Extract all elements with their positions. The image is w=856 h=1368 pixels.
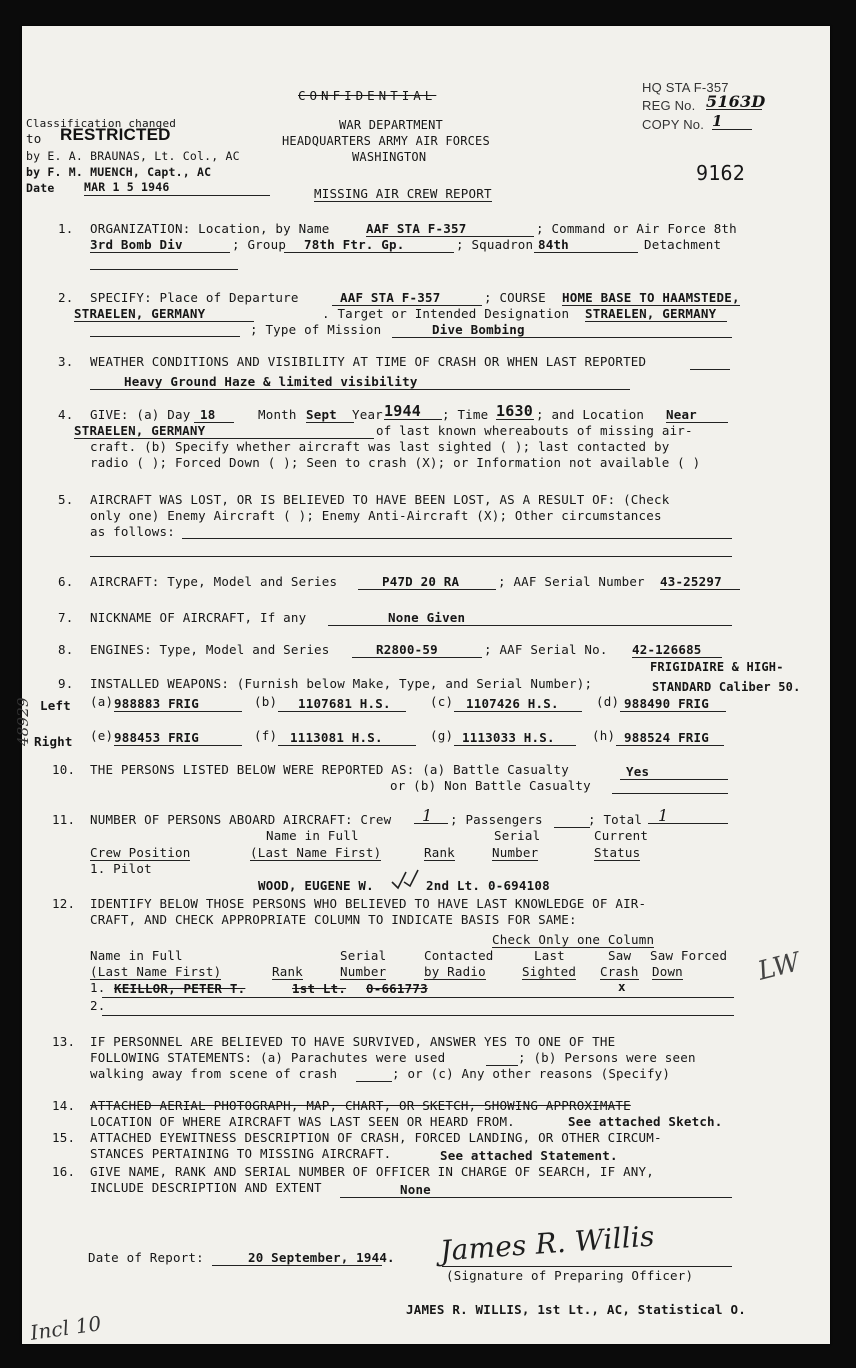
s1-number: 1. [58,221,74,236]
s13-number: 13. [52,1034,76,1049]
s9-g-label: (g) [430,728,454,743]
s12-initials: LW [754,947,804,987]
s12-row2-number: 2. [90,998,106,1013]
s16-number: 16. [52,1164,76,1179]
s9-a-label: (a) [90,694,114,709]
s4-text-b: Month [258,407,297,422]
s11-h-rank: Rank [424,845,455,860]
s9-make-2: STANDARD Caliber 50. [652,680,801,694]
s4-text-f: of last known whereabouts of missing air- [376,423,693,438]
report-number: 9162 [696,161,745,185]
s14-number: 14. [52,1098,76,1113]
s9-number: 9. [58,676,74,691]
officer-name-rank: JAMES R. WILLIS, 1st Lt., AC, Statistical O. [406,1302,746,1317]
s9-c-label: (c) [430,694,454,709]
s12-h-contacted: Contacted [424,948,494,963]
s9-e-label: (e) [90,728,114,743]
reclass-date: MAR 1 5 1946 [84,180,270,196]
s9-g-value: 1113033 H.S. [454,730,576,746]
s9-right-label: Right [34,734,73,749]
s5-line3: as follows: [90,524,175,539]
s6-text-a: AIRCRAFT: Type, Model and Series [90,574,338,589]
reclass-to-label: to [26,131,42,146]
s11-total: 1 [648,808,728,824]
s12-number: 12. [52,896,76,911]
s11-crew: 1 [414,808,448,824]
s1-text-a: ORGANIZATION: Location, by Name [90,221,330,236]
dept-line2: HEADQUARTERS ARMY AIR FORCES [282,134,490,148]
s12-row1-name: KEILLOR, PETER T. [114,981,246,996]
checkmark-icon [390,868,420,890]
s15-number: 15. [52,1130,76,1145]
reclass-by-2: by F. M. MUENCH, Capt., AC [26,165,212,179]
reg-number: 5163D [706,92,766,111]
s3-value: Heavy Ground Haze & limited visibility [90,374,630,390]
s4-text-a: GIVE: (a) Day [90,407,191,422]
s7-number: 7. [58,610,74,625]
s2-number: 2. [58,290,74,305]
s12-h-number: Number [340,964,387,979]
s11-h-serial1: Serial [494,828,541,843]
s4-text-d: ; Time [442,407,489,422]
s13-line3b: ; or (c) Any other reasons (Specify) [392,1066,671,1081]
hq-station: HQ STA F-357 [642,80,729,95]
s2-course-2: STRAELEN, GERMANY [74,306,254,322]
s4-number: 4. [58,407,74,422]
s9-b-label: (b) [254,694,278,709]
s14-value: See attached Sketch. [568,1114,723,1129]
s16-line1: GIVE NAME, RANK AND SERIAL NUMBER OF OFFICER IN CHARGE OF SEARCH, IF ANY, [90,1164,654,1179]
s2-text-d: ; Type of Mission [250,322,382,337]
s12-check-header: Check Only one Column [492,932,655,947]
s7-text: NICKNAME OF AIRCRAFT, If any [90,610,307,625]
s12-h-name1: Name in Full [90,948,183,963]
s3-text: WEATHER CONDITIONS AND VISIBILITY AT TIME OF CRASH OR WHEN LAST REPORTED [90,354,647,369]
s12-h-rank: Rank [272,964,303,979]
s1-text-b: ; Command or Air Force 8th [536,221,737,236]
s4-text-c: Year [352,407,383,422]
s16-line2: INCLUDE DESCRIPTION AND EXTENT [90,1180,322,1195]
s8-number: 8. [58,642,74,657]
s10-blank-line [612,793,728,794]
s2-departure: AAF STA F-357 [332,290,482,306]
s11-row-position: 1. Pilot [90,861,152,876]
s2-target: STRAELEN, GERMANY [585,306,727,322]
s8-text-b: ; AAF Serial No. [484,642,608,657]
s5-blank-line-1 [182,538,732,539]
s3-number: 3. [58,354,74,369]
signature-label: (Signature of Preparing Officer) [446,1268,694,1283]
s9-c-value: 1107426 H.S. [454,696,582,712]
s2-course: HOME BASE TO HAAMSTEDE, [562,290,740,305]
inclosure-note: Incl 10 [28,1311,103,1345]
s12-h-serial1: Serial [340,948,387,963]
s4-time: 1630 [496,402,533,420]
s12-line2: CRAFT, AND CHECK APPROPRIATE COLUMN TO INDICATE BASIS FOR SAME: [90,912,577,927]
s6-model: P47D 20 RA [358,574,496,590]
s12-row2-line [102,1015,734,1016]
reclass-restricted-stamp: RESTRICTED [60,125,171,144]
s14-line2: LOCATION OF WHERE AIRCRAFT WAS LAST SEEN OR HEARD FROM. [90,1114,515,1129]
margin-number: 48929 [14,697,32,746]
s1-location: AAF STA F-357 [366,221,534,237]
dept-line3: WASHINGTON [352,150,427,164]
s4-text-e: ; and Location [536,407,645,422]
s12-line1: IDENTIFY BELOW THOSE PERSONS WHO BELIEVED TO HAVE LAST KNOWLEDGE OF AIR- [90,896,647,911]
s9-d-value: 988490 FRIG [620,696,726,712]
s12-h-last: Last [534,948,565,963]
s15-line1: ATTACHED EYEWITNESS DESCRIPTION OF CRASH, FORCED LANDING, OR OTHER CIRCUM- [90,1130,662,1145]
s12-h-sawforced: Saw Forced [650,948,728,963]
s11-row-name: WOOD, EUGENE W. [258,878,374,893]
s11-h-number: Number [492,845,539,860]
officer-signature: James R. Willis [439,1219,656,1268]
s1-blank-line [90,269,238,270]
s11-h-name2: (Last Name First) [250,845,382,860]
s16-value: None [340,1182,732,1198]
s2-mission: Dive Bombing [392,322,732,338]
s7-value: None Given [328,610,732,626]
s9-text: INSTALLED WEAPONS: (Furnish below Make, Type, and Serial Number); [90,676,593,691]
s11-row-serial: 0-694108 [488,878,550,893]
s5-blank-line-2 [90,556,732,557]
s5-number: 5. [58,492,74,507]
s11-h-current: Current [594,828,649,843]
s4-year: 1944 [384,404,442,420]
s12-h-saw: Saw [608,948,632,963]
s8-model: R2800-59 [352,642,482,658]
s1-division: 3rd Bomb Div [90,237,230,253]
s9-h-value: 988524 FRIG [616,730,724,746]
s8-serial: 42-126685 [632,642,722,658]
s11-text-a: NUMBER OF PERSONS ABOARD AIRCRAFT: Crew [90,812,392,827]
s9-b-value: 1107681 H.S. [278,696,406,712]
s12-h-radio: by Radio [424,964,486,979]
s12-h-crash: Crash [600,964,639,979]
s14-line1: ATTACHED AERIAL PHOTOGRAPH, MAP, CHART, OR SKETCH, SHOWING APPROXIMATE [90,1098,631,1113]
report-date-label: Date of Report: [88,1250,204,1265]
s12-h-down: Down [652,964,683,979]
s9-f-value: 1113081 H.S. [278,730,416,746]
s9-f-label: (f) [254,728,278,743]
s8-text-a: ENGINES: Type, Model and Series [90,642,330,657]
report-date: 20 September, 1944. [212,1250,382,1266]
s11-passengers-line [554,827,590,828]
reclass-by-1: by E. A. BRAUNAS, Lt. Col., AC [26,149,240,163]
s13-line1: IF PERSONNEL ARE BELIEVED TO HAVE SURVIVED, ANSWER YES TO ONE OF THE [90,1034,616,1049]
s9-h-label: (h) [592,728,616,743]
copy-number: 1 [712,114,752,130]
s13-walking-line [356,1081,392,1082]
s2-text-c: . Target or Intended Designation [322,306,570,321]
s11-number: 11. [52,812,76,827]
s4-line3: craft. (b) Specify whether aircraft was last sighted ( ); last contacted by [90,439,670,454]
s12-h-name2: (Last Name First) [90,964,222,979]
s1-text-d: ; Squadron [456,237,534,252]
s13-line2b: ; (b) Persons were seen [518,1050,696,1065]
reclass-line1: Classification changed [26,117,177,130]
s3-end-line [690,369,730,370]
s12-h-sighted: Sighted [522,964,577,979]
s11-text-c: ; Total [588,812,643,827]
s11-row-rank: 2nd Lt. [426,878,481,893]
s10-line2: or (b) Non Battle Casualty [390,778,591,793]
s1-group: 78th Ftr. Gp. [284,237,454,253]
s15-value: See attached Statement. [440,1148,618,1163]
s12-row1-serial: 0-661773 [366,981,428,996]
s9-a-value: 988883 FRIG [114,696,242,712]
s13-line3: walking away from scene of crash [90,1066,338,1081]
s11-text-b: ; Passengers [450,812,543,827]
s4-day: 18 [194,407,234,423]
s1-squadron: 84th [534,237,638,253]
s9-e-value: 988453 FRIG [114,730,242,746]
s12-row1-rank: 1st Lt. [292,981,347,996]
s10-line1: THE PERSONS LISTED BELOW WERE REPORTED AS: (a) Battle Casualty [90,762,569,777]
report-title: MISSING AIR CREW REPORT [314,186,492,201]
dept-line1: WAR DEPARTMENT [339,118,443,132]
s11-h-crewpos: Crew Position [90,845,191,860]
reclass-date-label: Date [26,181,55,195]
confidential-mark: CONFIDENTIAL [298,88,437,103]
s12-row1-line [102,997,734,998]
s9-d-label: (d) [596,694,620,709]
s5-line1: AIRCRAFT WAS LOST, OR IS BELIEVED TO HAVE BEEN LOST, AS A RESULT OF: (Check [90,492,670,507]
signature-line [442,1266,732,1267]
reg-label: REG No. [642,98,696,113]
s12-row1-number: 1. [90,980,106,995]
s2-text-a: SPECIFY: Place of Departure [90,290,299,305]
report-page [14,26,830,1345]
s13-line2: FOLLOWING STATEMENTS: (a) Parachutes were used [90,1050,446,1065]
s1-text-e: Detachment [644,237,722,252]
s6-text-b: ; AAF Serial Number [498,574,645,589]
s4-location-2: STRAELEN, GERMANY [74,423,374,439]
s2-blank-line [90,336,240,337]
s6-number: 6. [58,574,74,589]
s2-text-b: ; COURSE [484,290,546,305]
s4-location: Near [666,407,728,423]
s1-text-c: ; Group [232,237,287,252]
s9-left-label: Left [40,698,71,713]
s9-make-1: FRIGIDAIRE & HIGH- [650,660,784,674]
s4-line4: radio ( ); Forced Down ( ); Seen to crash (X); or Information not available ( ) [90,455,701,470]
s5-line2: only one) Enemy Aircraft ( ); Enemy Anti-Aircraft (X); Other circumstances [90,508,662,523]
s4-month: Sept [306,407,354,423]
s10-value: Yes [620,764,728,780]
copy-label: COPY No. [642,117,705,132]
s11-h-name1: Name in Full [266,828,359,843]
s11-h-status: Status [594,845,641,860]
s10-number: 10. [52,762,76,777]
s6-serial: 43-25297 [660,574,740,590]
s12-row1-check: x [618,979,626,994]
s15-line2: STANCES PERTAINING TO MISSING AIRCRAFT. [90,1146,392,1161]
